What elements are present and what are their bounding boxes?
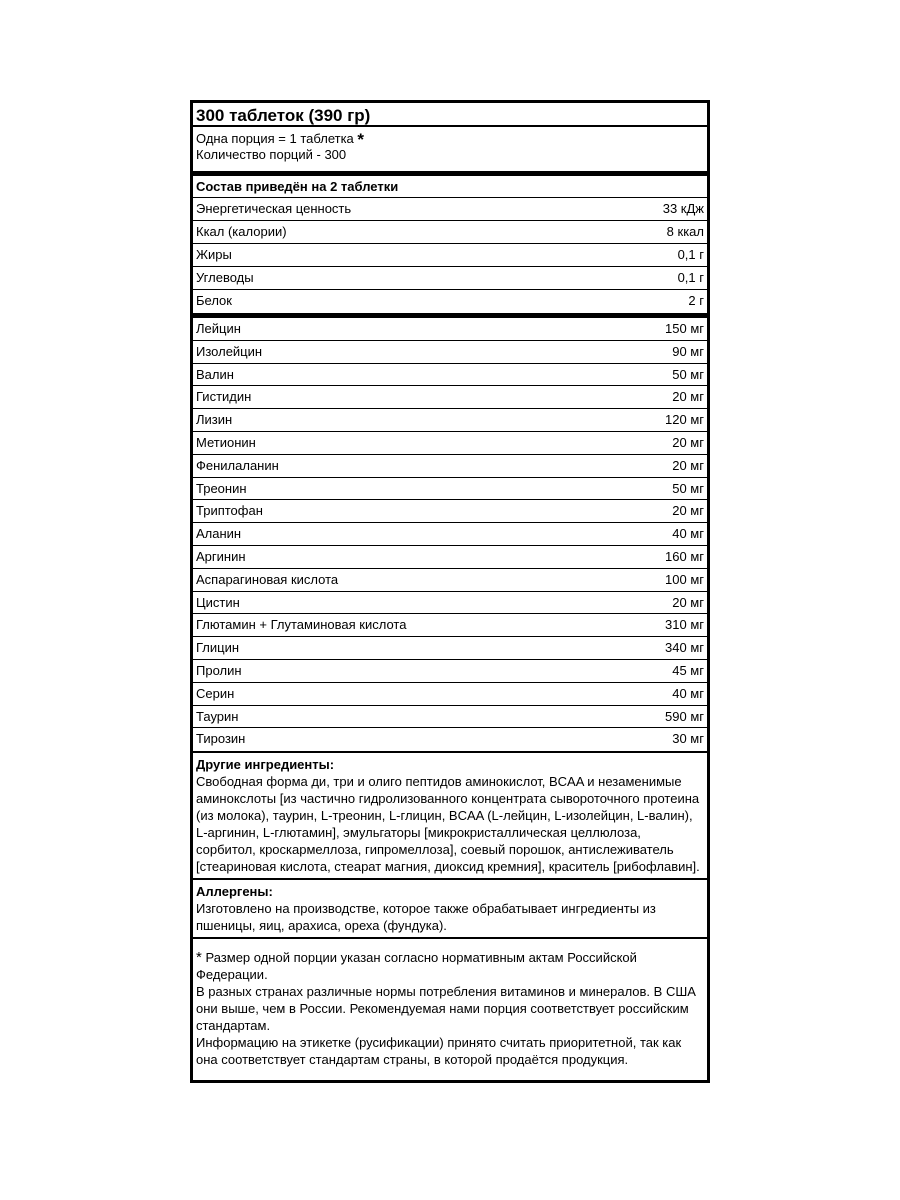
amino-value: 120 мг [665,412,704,428]
nutrition-label [190,100,710,1083]
amino-value: 20 мг [672,457,704,473]
table-row [193,432,707,455]
table-row [193,614,707,637]
table-row [193,637,707,660]
table-row [193,523,707,546]
nutrient-name: Жиры [196,247,232,262]
other-ingredients-text: Свободная форма ди, три и олиго пептидов аминокислот, BCAA и незаменимые аминокслоты [из частично гидролизованного концентрата сывороточного протеина (из молока), таурин, L-треонин, L-глицин, BCAA (L-лейцин, L-изолейцин, L-валин), L-аргинин, L-глютамин], эмульгаторы [микрокристаллическая целлюлоза, сорбитол, кроскармеллоза, гипромеллоза], соевый порошок, антислеживатель [стеариновая кислота, стеарат магния, диоксид кремния], краситель [рибофлавин]. [196,774,700,875]
amino-name: Аланин [196,526,242,542]
table-row [193,728,707,751]
serving-size: Одна порция = 1 таблетка [196,131,354,146]
nutrients-table [193,198,707,313]
amino-value: 20 мг [672,389,704,405]
footnote-1: Размер одной порции указан согласно нормативным актам Российской Федерации. [196,950,637,983]
amino-name: Тирозин [196,731,246,747]
nutrient-name: Углеводы [196,270,254,285]
amino-value: 100 мг [665,571,704,587]
nutrient-name: Энергетическая ценность [196,201,352,216]
footnote-asterisk: * [196,949,202,967]
product-title: 300 таблеток (390 гр) [193,103,707,127]
table-row [193,660,707,683]
amino-value: 310 мг [665,617,704,633]
footnotes [193,937,707,1080]
amino-acids-table [193,318,707,751]
other-ingredients [193,751,707,878]
amino-value: 20 мг [672,503,704,519]
allergens [193,878,707,937]
amino-value: 30 мг [672,731,704,747]
amino-value: 590 мг [665,708,704,724]
table-row [193,318,707,341]
table-row [193,706,707,729]
table-row [193,364,707,387]
amino-name: Таурин [196,708,239,724]
amino-name: Цистин [196,594,240,610]
amino-value: 50 мг [672,480,704,496]
nutrient-name: Белок [196,293,232,308]
table-row [193,409,707,432]
table-row [193,244,707,267]
composition-heading: Состав приведён на 2 таблетки [193,176,707,198]
amino-value: 90 мг [672,343,704,359]
table-row [193,221,707,244]
amino-value: 20 мг [672,594,704,610]
amino-name: Аргинин [196,548,246,564]
amino-name: Гистидин [196,389,252,405]
amino-value: 45 мг [672,662,704,678]
nutrient-name: Ккал (калории) [196,224,287,239]
table-row [193,341,707,364]
amino-value: 50 мг [672,366,704,382]
footnote-2: В разных странах различные нормы потребления витаминов и минералов. В США они выше, чем в России. Рекомендуемая нами порция соответствует российским стандартам. [196,984,696,1034]
table-row [193,198,707,221]
amino-value: 160 мг [665,548,704,564]
table-row [193,455,707,478]
nutrient-value: 8 ккал [666,224,704,239]
table-row [193,683,707,706]
nutrient-value: 0,1 г [677,270,704,285]
servings-count: Количество порций - 300 [196,147,347,162]
amino-name: Серин [196,685,235,701]
amino-name: Треонин [196,480,247,496]
footnote-3: Информацию на этикетке (русификации) принято считать приоритетной, так как она соответствует стандартам страны, в которой продаётся продукция. [196,1035,682,1068]
table-row [193,267,707,290]
table-row [193,569,707,592]
table-row [193,386,707,409]
amino-value: 40 мг [672,526,704,542]
amino-value: 40 мг [672,685,704,701]
allergens-heading: Аллергены: [196,884,273,900]
amino-name: Глицин [196,640,240,656]
nutrient-value: 0,1 г [677,247,704,262]
amino-name: Глютамин + Глутаминовая кислота [196,617,407,633]
amino-name: Аспарагиновая кислота [196,571,339,587]
amino-value: 340 мг [665,640,704,656]
table-row [193,478,707,501]
amino-name: Триптофан [196,503,263,519]
amino-name: Фенилаланин [196,457,279,473]
table-row [193,500,707,523]
amino-name: Валин [196,366,234,382]
amino-name: Изолейцин [196,343,263,359]
amino-value: 150 мг [665,321,704,336]
amino-name: Пролин [196,662,242,678]
nutrient-value: 2 г [688,293,704,308]
serving-asterisk: * [357,130,365,149]
other-ingredients-heading: Другие ингредиенты: [196,757,335,773]
amino-name: Метионин [196,434,256,450]
table-row [193,546,707,569]
allergens-text: Изготовлено на производстве, которое также обрабатывает ингредиенты из пшеницы, яиц, арахиса, ореха (фундука). [196,901,656,934]
nutrient-value: 33 кДж [662,201,704,216]
amino-name: Лейцин [196,321,241,336]
table-row [193,290,707,313]
amino-value: 20 мг [672,434,704,450]
table-row [193,592,707,615]
amino-name: Лизин [196,412,233,428]
serving-info [193,127,707,171]
